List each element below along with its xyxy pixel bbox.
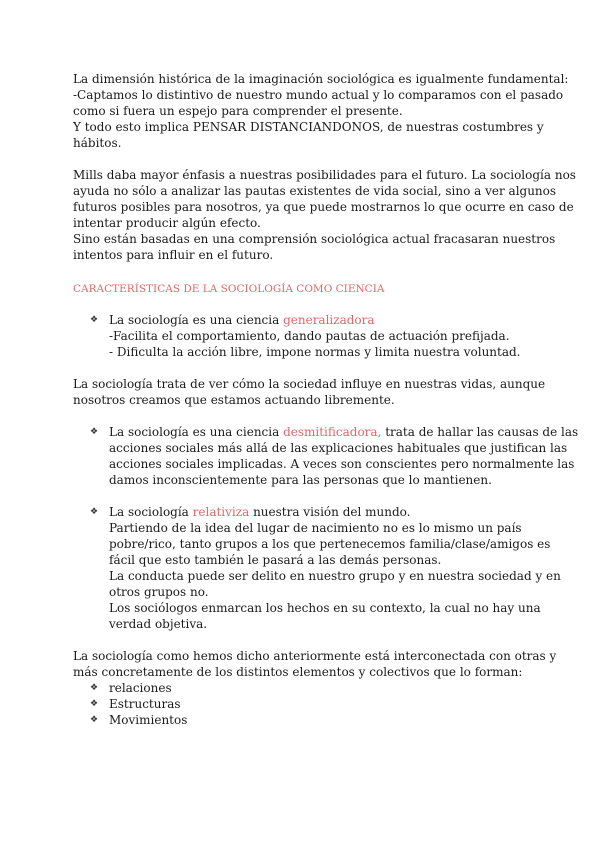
elements-list [90,680,530,728]
text-line: Mills daba mayor énfasis a nuestras posibilidades para el futuro. La sociología nos [73,168,576,182]
diamond-bullet-icon: ❖ [90,315,99,325]
list-item [90,680,530,696]
diamond-bullet-icon: ❖ [90,427,99,437]
paragraph-society-influence [73,376,546,408]
list-item-label: Estructuras [109,697,181,711]
text-line: acciones sociales más allá de las explicaciones habituales que justifican las [109,441,568,455]
text-line: acciones sociales implicadas. A veces son conscientes pero normalmente las [109,457,575,471]
text-line: otros grupos no. [109,585,209,599]
text-line: hábitos. [73,136,122,150]
text-line: Y todo esto implica PENSAR DISTANCIANDONOS, de nuestras costumbres y [73,120,544,134]
text-line: -Captamos lo distintivo de nuestro mundo actual y lo comparamos con el pasado [73,88,564,102]
list-item [90,712,530,728]
text-line: intentos para influir en el futuro. [73,248,274,262]
diamond-bullet-icon: ❖ [90,507,99,517]
diamond-bullet-icon: ❖ [90,683,99,693]
text-line: - Dificulta la acción libre, impone normas y limita nuestra voluntad. [109,345,521,359]
diamond-bullet-icon: ❖ [90,715,99,725]
paragraph-mills [73,167,576,263]
highlight-term: desmitificadora, [283,425,382,439]
text-line: intentar producir algún efecto. [73,216,261,230]
paragraph-historical-dimension [73,71,569,151]
text-line: como si fuera un espejo para comprender el presente. [73,104,403,118]
text-line: futuros posibles para nosotros, ya que puede mostrarnos lo que ocurre en caso de [73,200,574,214]
text-line: -Facilita el comportamiento, dando pautas de actuación prefijada. [109,329,510,343]
diamond-bullet-icon: ❖ [90,699,99,709]
list-item [90,696,530,712]
bullet-first-line: La sociología relativiza nuestra visión del mundo. [109,505,411,519]
highlight-term: generalizadora [283,313,375,327]
bullet-first-line: La sociología es una ciencia generalizadora [109,313,375,327]
text-line: pobre/rico, tanto grupos a los que pertenecemos familia/clase/amigos es [109,537,551,551]
text-line: La sociología como hemos dicho anteriormente está interconectada con otras y [73,649,557,663]
text-line: Sino están basadas en una comprensión sociológica actual fracasaran nuestros [73,232,556,246]
text-line: ayuda no sólo a analizar las pautas existentes de vida social, sino a ver algunos [73,184,557,198]
text-line: verdad objetiva. [109,617,208,631]
bullet-first-line: La sociología es una ciencia desmitificadora, trata de hallar las causas de las [109,425,579,439]
text-line: nosotros creamos que estamos actuando libremente. [73,393,395,407]
text-line: más concretamente de los distintos elementos y colectivos que lo forman: [73,665,523,679]
section-heading: CARACTERÍSTICAS DE LA SOCIOLOGÍA COMO CIENCIA [73,283,385,295]
text-line: La conducta puede ser delito en nuestro grupo y en nuestra sociedad y en [109,569,561,583]
list-item-label: relaciones [109,681,172,695]
text-line: La dimensión histórica de la imaginación sociológica es igualmente fundamental: [73,72,569,86]
bullet-desmitificadora [90,424,579,488]
list-item-label: Movimientos [109,713,188,727]
text-line: Los sociólogos enmarcan los hechos en su contexto, la cual no hay una [109,601,541,615]
text-line: fácil que esto también le pasará a las demás personas. [109,553,442,567]
highlight-term: relativiza [192,505,250,519]
text-line: damos inconscientemente para las personas que lo mantienen. [109,473,492,487]
text-line: Partiendo de la idea del lugar de nacimiento no es lo mismo un país [109,521,522,535]
bullet-generalizadora [90,312,530,360]
bullet-relativiza [90,504,561,632]
text-line: La sociología trata de ver cómo la sociedad influye en nuestras vidas, aunque [73,377,546,391]
paragraph-interconnection [73,648,557,680]
